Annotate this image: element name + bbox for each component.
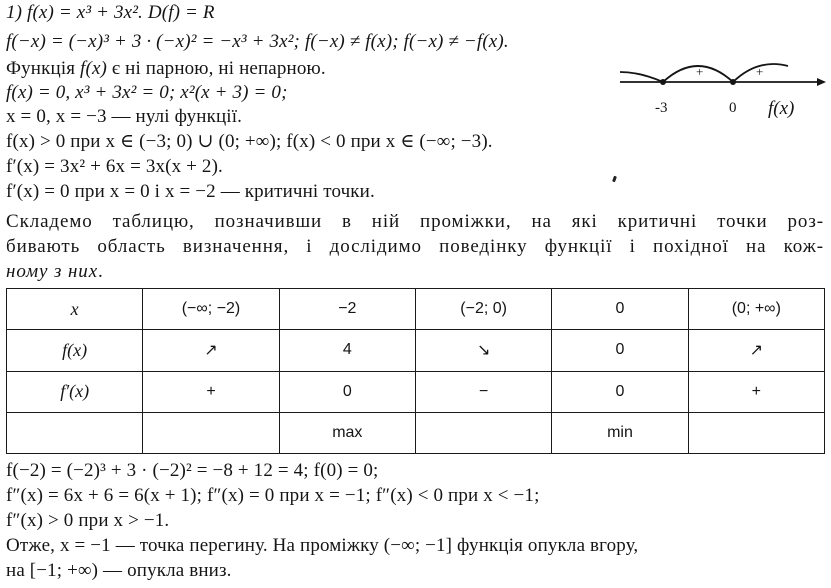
paragraph-word: і: [629, 236, 636, 257]
parity-text-end: є ні парною, ні непарною.: [107, 58, 326, 79]
table-cell: (−∞; −2): [143, 289, 279, 330]
paragraph-word: функції: [544, 236, 613, 257]
paragraph-word: на: [531, 211, 552, 232]
paragraph-word: роз-: [787, 211, 824, 232]
table-cell: (−2; 0): [415, 289, 551, 330]
line-inflection-point: Отже, x = −1 — точка перегину. На проміжку (−∞; −1] функція опукла вгору,: [6, 535, 639, 556]
paragraph-line-3: [6, 261, 104, 283]
parity-text-start: Функція: [6, 58, 81, 79]
table-cell: 4: [279, 330, 415, 371]
table-cell: 0: [552, 330, 688, 371]
line-sign-intervals: f(x) > 0 при x ∈ (−3; 0) ∪ (0; +∞); f(x) < 0 при x ∈ (−∞; −3).: [6, 131, 493, 152]
paragraph-line-2: [6, 236, 824, 258]
paragraph-word: похідної: [653, 236, 729, 257]
table-row-fx: [7, 330, 825, 371]
paragraph-word: на: [746, 236, 767, 257]
table-cell: (0; +∞): [688, 289, 824, 330]
table-cell: +: [688, 371, 824, 412]
point-minus-three: [660, 79, 666, 85]
table-cell-min: min: [552, 412, 688, 453]
sign-arc-negative: [620, 72, 663, 82]
paragraph-word: які: [571, 211, 598, 232]
table-cell: [415, 412, 551, 453]
increasing-arrow-icon: ↗: [143, 330, 279, 371]
paragraph-word: в: [342, 211, 352, 232]
table-header-derivative: f′(x): [7, 371, 143, 412]
line-zeros-result: x = 0, x = −3 — нулі функції.: [6, 106, 243, 127]
line-function-definition: [6, 2, 215, 24]
point-label-minus-three: -3: [655, 100, 668, 116]
line-second-derivative-positive: f″(x) > 0 при x > −1.: [6, 510, 170, 531]
table-header-x: x: [7, 289, 143, 330]
increasing-arrow-icon: ↗: [688, 330, 824, 371]
line-derivative: f′(x) = 3x² + 6x = 3x(x + 2).: [6, 156, 223, 177]
sign-label-positive-right: +: [756, 64, 764, 79]
axis-label-fx: f(x): [768, 98, 795, 119]
paragraph-word: позначивши: [214, 211, 323, 232]
table-cell: −: [415, 371, 551, 412]
paragraph-word: ній: [371, 211, 401, 232]
line-parity-check: f(−x) = (−x)³ + 3 · (−x)² = −x³ + 3x²; f(−x) ≠ f(x); f(−x) ≠ −f(x).: [6, 31, 509, 52]
paragraph-word: критичні: [617, 211, 698, 232]
paragraph-word: Складемо: [6, 211, 93, 232]
table-cell: 0: [279, 371, 415, 412]
table-header-fx: f(x): [7, 330, 143, 371]
table-cell: [143, 412, 279, 453]
paragraph-word: таблицю,: [112, 211, 195, 232]
paragraph-word: і: [306, 236, 313, 257]
paragraph-ending-italic: ному з них: [6, 261, 99, 282]
line-concavity: на [−1; +∞) — опукла вниз.: [6, 560, 232, 581]
table-cell: +: [143, 371, 279, 412]
sign-label-positive-middle: +: [696, 64, 704, 79]
point-zero: [730, 79, 736, 85]
function-study-table: [6, 288, 825, 454]
paragraph-word: поведінку: [439, 236, 528, 257]
table-cell: [7, 412, 143, 453]
table-row-extrema: [7, 412, 825, 453]
table-row-x: [7, 289, 825, 330]
paragraph-word: область: [97, 236, 166, 257]
paragraph-line-1: [6, 211, 824, 233]
line-parity-conclusion: [6, 58, 326, 80]
paragraph-word: проміжки,: [420, 211, 512, 232]
parity-text-fx: f(x): [80, 58, 108, 79]
line-zeros-equation: f(x) = 0, x³ + 3x² = 0; x²(x + 3) = 0;: [6, 82, 288, 103]
paragraph-word: точки: [717, 211, 768, 232]
line-function-values: f(−2) = (−2)³ + 3 · (−2)² = −8 + 12 = 4; f(0) = 0;: [6, 460, 379, 481]
paragraph-ending-dot: .: [98, 261, 104, 282]
function-definition-text: 1) f(x) = x³ + 3x². D(f) = R: [6, 2, 215, 23]
point-label-zero: 0: [729, 100, 737, 116]
paragraph-word: визначення,: [182, 236, 290, 257]
table-cell: [688, 412, 824, 453]
line-second-derivative: f″(x) = 6x + 6 = 6(x + 1); f″(x) = 0 при x = −1; f″(x) < 0 при x < −1;: [6, 485, 540, 506]
sign-label-negative: −: [634, 66, 642, 81]
decreasing-arrow-icon: ↘: [415, 330, 551, 371]
ink-speck: [612, 176, 617, 183]
table-row-derivative: [7, 371, 825, 412]
table-cell: −2: [279, 289, 415, 330]
axis-arrow-icon: [817, 78, 826, 86]
paragraph-word: дослідимо: [329, 236, 422, 257]
paragraph-word: кож-: [783, 236, 824, 257]
sign-diagram: [618, 60, 828, 126]
table-cell: 0: [552, 289, 688, 330]
paragraph-word: бивають: [6, 236, 81, 257]
line-critical-points: f′(x) = 0 при x = 0 і x = −2 — критичні точки.: [6, 181, 375, 202]
table-cell: 0: [552, 371, 688, 412]
table-cell-max: max: [279, 412, 415, 453]
